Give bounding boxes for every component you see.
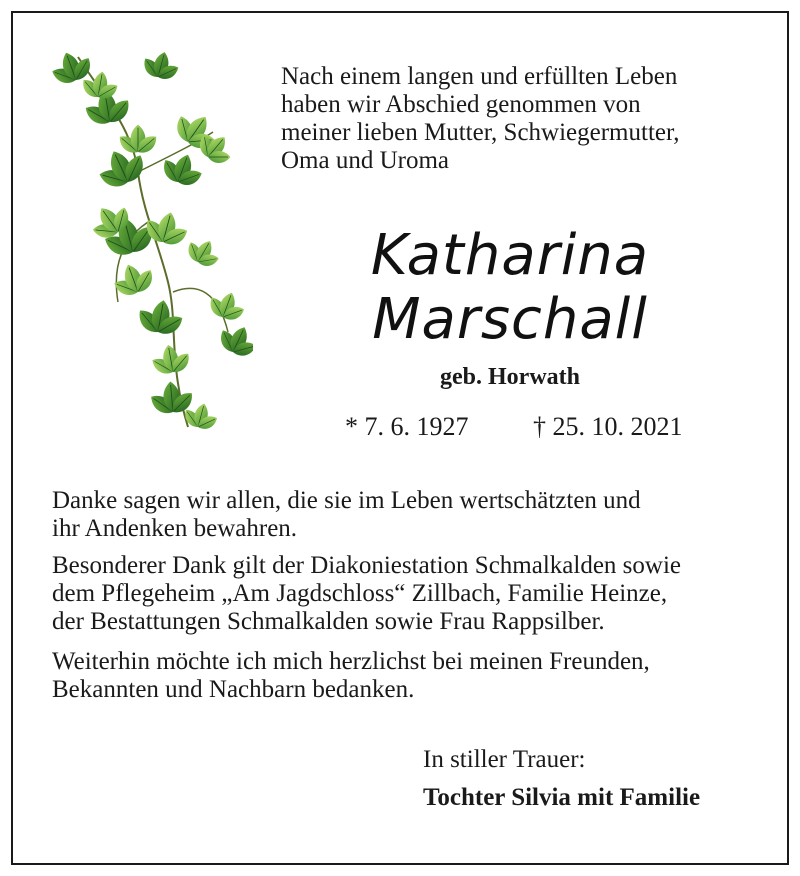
death-date: † 25. 10. 2021 [533, 412, 683, 441]
thanks-paragraph: Weiterhin möchte ich mich herzlichst bei meinen Freunden, Bekannten und Nachbarn bedanken. [52, 648, 650, 703]
intro-text: Nach einem langen und erfüllten Leben haben wir Abschied genommen von meiner lieben Mutter, Schwiegermutter, Oma und Uroma [281, 63, 680, 174]
ivy-vine-icon [38, 42, 253, 442]
signature: Tochter Silvia mit Familie [423, 784, 701, 811]
thanks-paragraph: Besonderer Dank gilt der Diakoniestation Schmalkalden sowie dem Pflegeheim „Am Jagdschloss“ Zillbach, Familie Heinze, der Bestattungen Schmalkalden sowie Frau Rappsilber. [52, 552, 682, 635]
birth-date: * 7. 6. 1927 [345, 412, 469, 441]
deceased-last-name: Marschall [372, 287, 648, 352]
deceased-first-name: Katharina [370, 223, 650, 288]
closing-line: In stiller Trauer: [423, 746, 586, 773]
maiden-name: geb. Horwath [440, 364, 580, 390]
thanks-paragraph: Danke sagen wir allen, die sie im Leben wertschätzten und ihr Andenken bewahren. [52, 487, 641, 542]
